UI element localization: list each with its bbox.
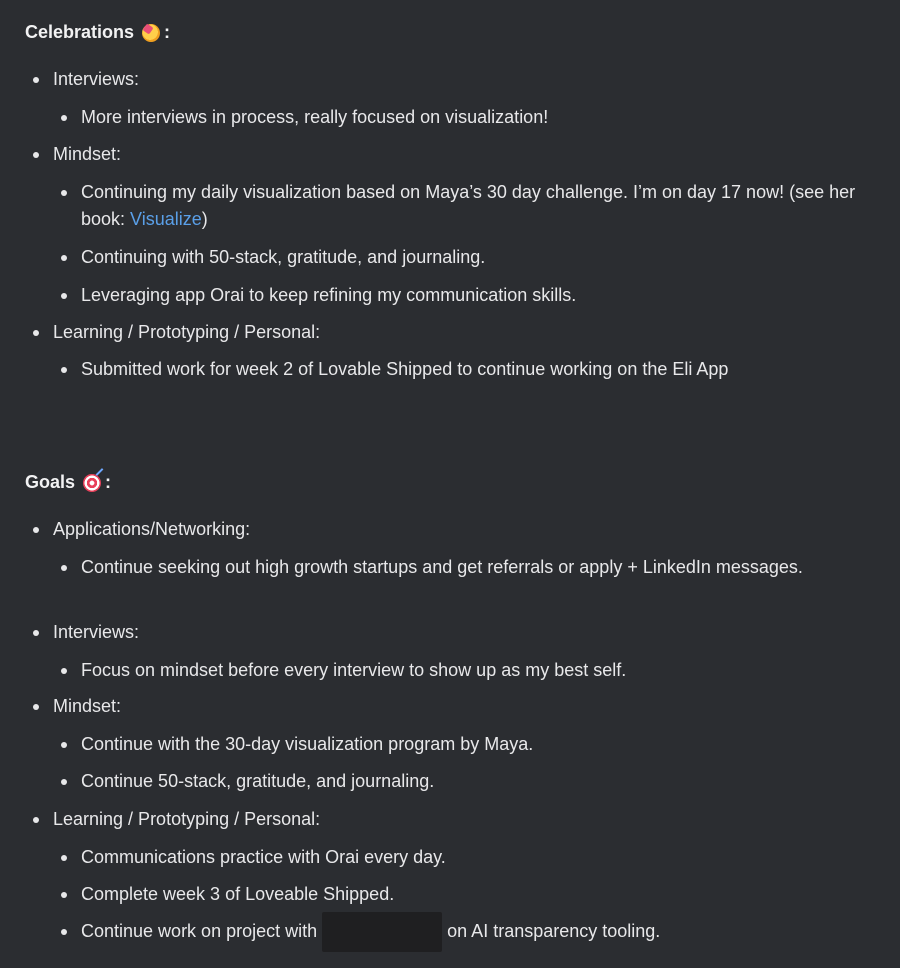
list-item-text: Continue seeking out high growth startups and get referrals or apply + LinkedIn messages. bbox=[81, 557, 803, 577]
bullet-icon bbox=[33, 77, 39, 83]
list-item-text-end: ) bbox=[201, 209, 208, 229]
list-item bbox=[81, 356, 871, 383]
bullet-icon bbox=[61, 115, 67, 121]
bullet-icon bbox=[33, 704, 39, 710]
list-item-text: Continue 50-stack, gratitude, and journaling. bbox=[81, 771, 435, 791]
bullet-icon bbox=[61, 367, 67, 373]
list-item-text: Leveraging app Orai to keep refining my communication skills. bbox=[81, 285, 577, 305]
list-item-text: Continuing my daily visualization based on Maya’s 30 day challenge. I’m on day 17 now! (see her book: bbox=[81, 182, 856, 229]
list-item bbox=[81, 918, 871, 945]
bullet-icon bbox=[33, 817, 39, 823]
bullet-icon bbox=[61, 255, 67, 261]
bullet-icon bbox=[33, 630, 39, 636]
list-item bbox=[53, 319, 320, 346]
bullet-icon bbox=[61, 190, 67, 196]
bullet-icon bbox=[61, 668, 67, 674]
target-icon bbox=[83, 474, 101, 492]
list-item bbox=[53, 516, 250, 543]
list-item-label: Interviews: bbox=[53, 622, 140, 642]
list-item bbox=[81, 244, 871, 271]
party-face-icon bbox=[142, 24, 160, 42]
bullet-icon bbox=[33, 152, 39, 158]
list-item-text: Complete week 3 of Loveable Shipped. bbox=[81, 884, 395, 904]
bullet-icon bbox=[61, 929, 67, 935]
list-item-text: Focus on mindset before every interview to show up as my best self. bbox=[81, 660, 627, 680]
list-item-text: Continue with the 30-day visualization program by Maya. bbox=[81, 734, 534, 754]
list-item-label: Learning / Prototyping / Personal: bbox=[53, 809, 321, 829]
list-item bbox=[53, 806, 320, 833]
celebrations-title: Celebrations bbox=[25, 22, 135, 42]
list-item-text: Continuing with 50-stack, gratitude, and journaling. bbox=[81, 247, 486, 267]
list-item-label: Mindset: bbox=[53, 144, 122, 164]
list-item bbox=[53, 141, 121, 168]
list-item bbox=[81, 104, 871, 131]
list-item-label: Applications/Networking: bbox=[53, 519, 251, 539]
bullet-icon bbox=[33, 330, 39, 336]
bullet-icon bbox=[61, 565, 67, 571]
bullet-icon bbox=[61, 742, 67, 748]
redacted-block bbox=[322, 912, 442, 952]
celebrations-heading bbox=[25, 22, 170, 43]
list-item bbox=[81, 179, 871, 233]
list-item bbox=[53, 693, 121, 720]
list-item bbox=[53, 66, 139, 93]
list-item bbox=[81, 881, 871, 908]
bullet-icon bbox=[61, 779, 67, 785]
list-item bbox=[81, 768, 871, 795]
list-item bbox=[81, 657, 871, 684]
bullet-icon bbox=[61, 855, 67, 861]
list-item-text: Communications practice with Orai every day. bbox=[81, 847, 446, 867]
list-item-text: Submitted work for week 2 of Lovable Shipped to continue working on the Eli App bbox=[81, 359, 729, 379]
bullet-icon bbox=[61, 293, 67, 299]
list-item-text-end: on AI transparency tooling. bbox=[447, 921, 661, 941]
list-item bbox=[81, 282, 871, 309]
list-item bbox=[81, 554, 871, 581]
bullet-icon bbox=[33, 527, 39, 533]
goals-title: Goals bbox=[25, 472, 76, 492]
heading-colon: : bbox=[164, 22, 171, 42]
list-item-text: Continue work on project with bbox=[81, 921, 318, 941]
list-item bbox=[53, 619, 139, 646]
bullet-icon bbox=[61, 892, 67, 898]
visualize-book-link[interactable]: Visualize bbox=[130, 209, 202, 229]
list-item-text: More interviews in process, really focused on visualization! bbox=[81, 107, 549, 127]
list-item-label: Mindset: bbox=[53, 696, 122, 716]
list-item-label: Interviews: bbox=[53, 69, 140, 89]
heading-colon: : bbox=[105, 472, 112, 492]
list-item-label: Learning / Prototyping / Personal: bbox=[53, 322, 321, 342]
list-item bbox=[81, 731, 871, 758]
goals-heading bbox=[25, 472, 111, 493]
list-item bbox=[81, 844, 871, 871]
